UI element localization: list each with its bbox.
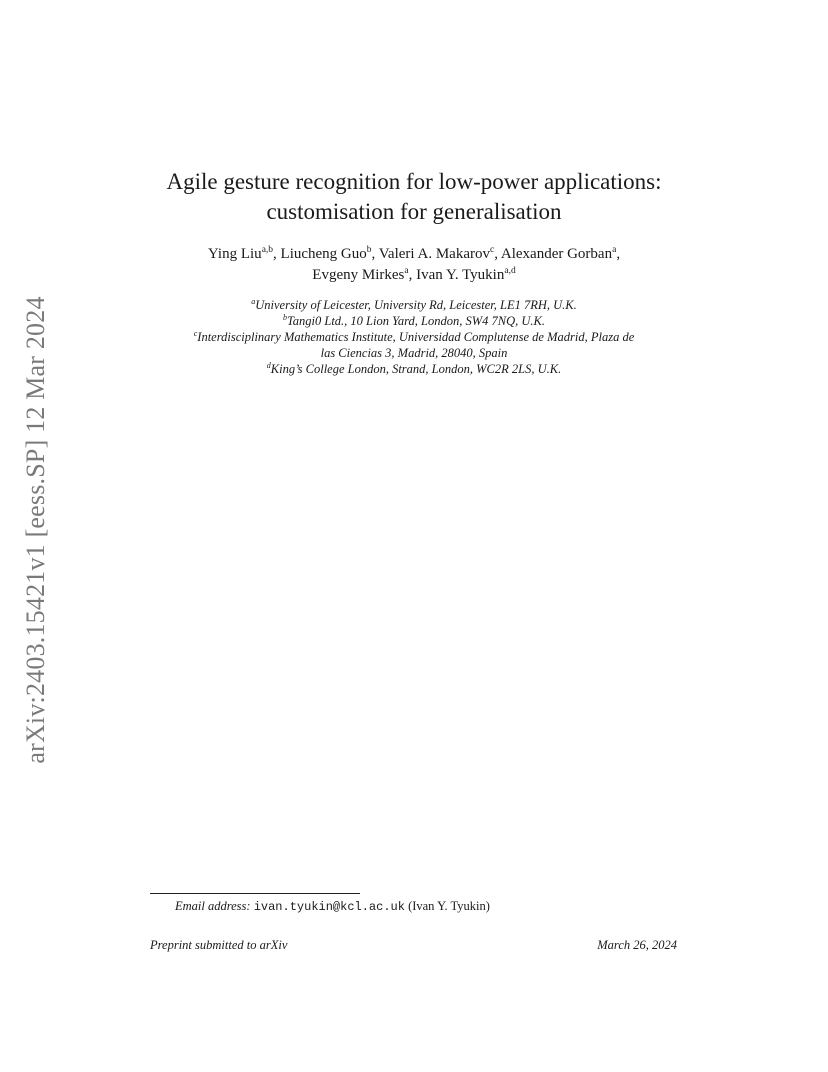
author-name: Valeri A. Makarov xyxy=(378,246,490,262)
affiliation-text: King’s College London, Strand, London, WC2R 2LS, U.K. xyxy=(270,362,562,376)
preprint-notice: Preprint submitted to arXiv xyxy=(150,938,288,952)
title-line-1: Agile gesture recognition for low-power applications: xyxy=(166,169,662,194)
affiliation-item xyxy=(150,313,678,329)
author-separator: , xyxy=(494,246,501,262)
author-affil-mark: c xyxy=(489,245,495,255)
author-separator: , xyxy=(371,246,379,262)
footnote-divider xyxy=(150,893,360,894)
author-name: Ivan Y. Tyukin xyxy=(416,267,505,283)
email-owner: (Ivan Y. Tyukin) xyxy=(408,899,490,913)
author-separator: , xyxy=(616,246,621,262)
affiliation-text: las Ciencias 3, Madrid, 28040, Spain xyxy=(320,346,508,360)
author-name: Evgeny Mirkes xyxy=(312,267,405,283)
affiliation-mark: c xyxy=(193,329,198,338)
author-affil-mark: a xyxy=(404,266,409,276)
affiliation-item xyxy=(150,361,678,377)
author-list xyxy=(150,244,678,286)
author-affil-mark: a xyxy=(612,245,617,255)
email-footnote xyxy=(175,898,490,915)
email-label: Email address: xyxy=(175,899,251,913)
author-name: Alexander Gorban xyxy=(500,246,613,262)
author-line-1 xyxy=(150,244,678,265)
preprint-date: March 26, 2024 xyxy=(597,938,677,952)
affiliation-mark: b xyxy=(282,313,287,322)
author-separator: , xyxy=(273,246,281,262)
affiliation-list xyxy=(150,297,678,377)
affiliation-item-continued xyxy=(150,345,678,361)
author-affil-mark: a,d xyxy=(504,266,516,276)
author-affil-mark: b xyxy=(366,245,372,255)
author-separator: , xyxy=(408,267,417,283)
affiliation-mark: a xyxy=(251,297,256,306)
paper-title xyxy=(150,167,678,227)
affiliation-item xyxy=(150,297,678,313)
author-name: Liucheng Guo xyxy=(280,246,367,262)
title-line-2: customisation for generalisation xyxy=(266,199,562,224)
arxiv-identifier-stamp[interactable]: arXiv:2403.15421v1 [eess.SP] 12 Mar 2024 xyxy=(21,296,50,764)
author-name: Ying Liu xyxy=(207,246,262,262)
affiliation-text: University of Leicester, University Rd, Leicester, LE1 7RH, U.K. xyxy=(255,298,577,312)
affiliation-mark: d xyxy=(266,361,271,370)
affiliation-text: Interdisciplinary Mathematics Institute, Universidad Complutense de Madrid, Plaza de xyxy=(197,330,635,344)
author-line-2 xyxy=(150,265,678,286)
email-link[interactable]: ivan.tyukin@kcl.ac.uk xyxy=(253,900,405,914)
affiliation-item xyxy=(150,329,678,345)
author-affil-mark: a,b xyxy=(261,245,274,255)
affiliation-text: Tangi0 Ltd., 10 Lion Yard, London, SW4 7NQ, U.K. xyxy=(286,314,546,328)
